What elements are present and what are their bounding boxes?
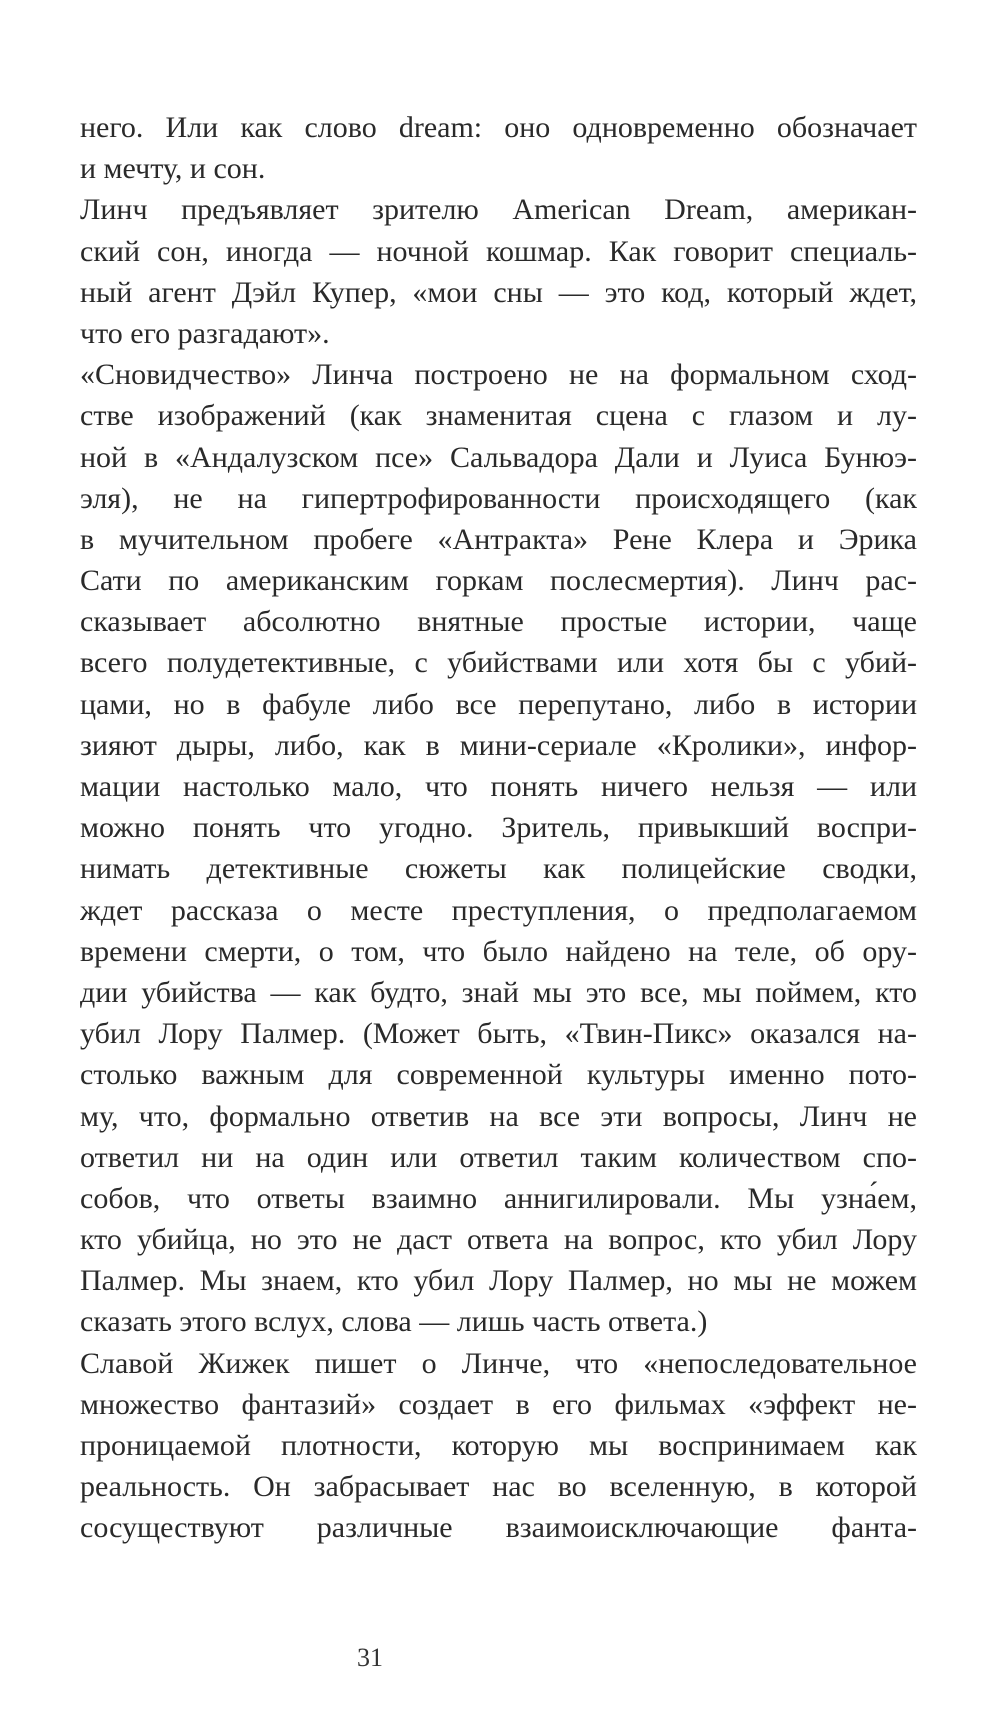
text-line: убил Лору Палмер. (Может быть, «Твин-Пикс» оказался на- [80, 1017, 917, 1051]
text-line: зияют дыры, либо, как в мини-сериале «Кролики», инфор- [80, 728, 917, 762]
text-line: Славой Жижек пишет о Линче, что «непоследовательное [80, 1346, 917, 1380]
text-line: реальность. Он забрасывает нас во вселенную, в которой [80, 1470, 917, 1504]
text-line: Палмер. Мы знаем, кто убил Лору Палмер, но мы не можем [80, 1264, 917, 1298]
text-line: времени смерти, о том, что было найдено на теле, об ору- [80, 934, 917, 968]
text-line: ский сон, иногда — ночной кошмар. Как говорит специаль- [80, 234, 917, 268]
text-line: столько важным для современной культуры именно пото- [80, 1058, 917, 1092]
text-line: ответил ни на один или ответил таким количеством спо- [80, 1140, 917, 1174]
text-line: можно понять что угодно. Зритель, привыкший воспри- [80, 811, 917, 845]
text-line: в мучительном пробеге «Антракта» Рене Клера и Эрика [80, 522, 917, 556]
text-line: Линч предъявляет зрителю American Dream, американ- [80, 193, 917, 227]
text-line: него. Или как слово dream: оно одновременно обозначает [80, 111, 917, 144]
text-line: сказывает абсолютно внятные простые истории, чаще [80, 605, 917, 639]
text-line: ный агент Дэйл Купер, «мои сны — это код, который ждет, [80, 275, 917, 309]
text-line: му, что, формально ответив на все эти вопросы, Линч не [80, 1099, 917, 1133]
text-line: сказать этого вслух, слова — лишь часть ответа.) [80, 1305, 708, 1339]
text-line: множество фантазий» создает в его фильмах «эффект не- [80, 1387, 917, 1421]
text-line: кто убийца, но это не даст ответа на вопрос, кто убил Лору [80, 1223, 917, 1257]
text-line: «Сновидчество» Линча построено не на формальном сход- [80, 358, 917, 392]
text-line: цами, но в фабуле либо все перепутано, либо в истории [80, 687, 917, 721]
text-line: и мечту, и сон. [80, 152, 266, 186]
text-line: Сати по американским горкам послесмертия). Линч рас- [80, 564, 917, 598]
text-line: сосуществуют различные взаимоисключающие фанта- [80, 1511, 917, 1545]
text-line: эля), не на гипертрофированности происходящего (как [80, 481, 917, 515]
text-line: ной в «Андалузском псе» Сальвадора Дали и Луиса Бунюэ- [80, 440, 917, 474]
body-text [80, 107, 917, 1549]
text-line: всего полудетективные, с убийствами или хотя бы с убий- [80, 646, 917, 680]
text-line: собов, что ответы взаимно аннигилировали. Мы узна́ем, [80, 1181, 917, 1215]
text-line: нимать детективные сюжеты как полицейские сводки, [80, 852, 917, 886]
text-line: ждет рассказа о месте преступления, о предполагаемом [80, 893, 917, 927]
page-number: 31 [357, 1643, 383, 1672]
text-line: дии убийства — как будто, знай мы это все, мы поймем, кто [80, 975, 917, 1009]
text-line: что его разгадают». [80, 316, 330, 350]
text-line: мации настолько мало, что понять ничего нельзя — или [80, 770, 917, 803]
text-line: проницаемой плотности, которую мы воспринимаем как [80, 1429, 917, 1462]
text-line: стве изображений (как знаменитая сцена с глазом и лу- [80, 399, 917, 433]
